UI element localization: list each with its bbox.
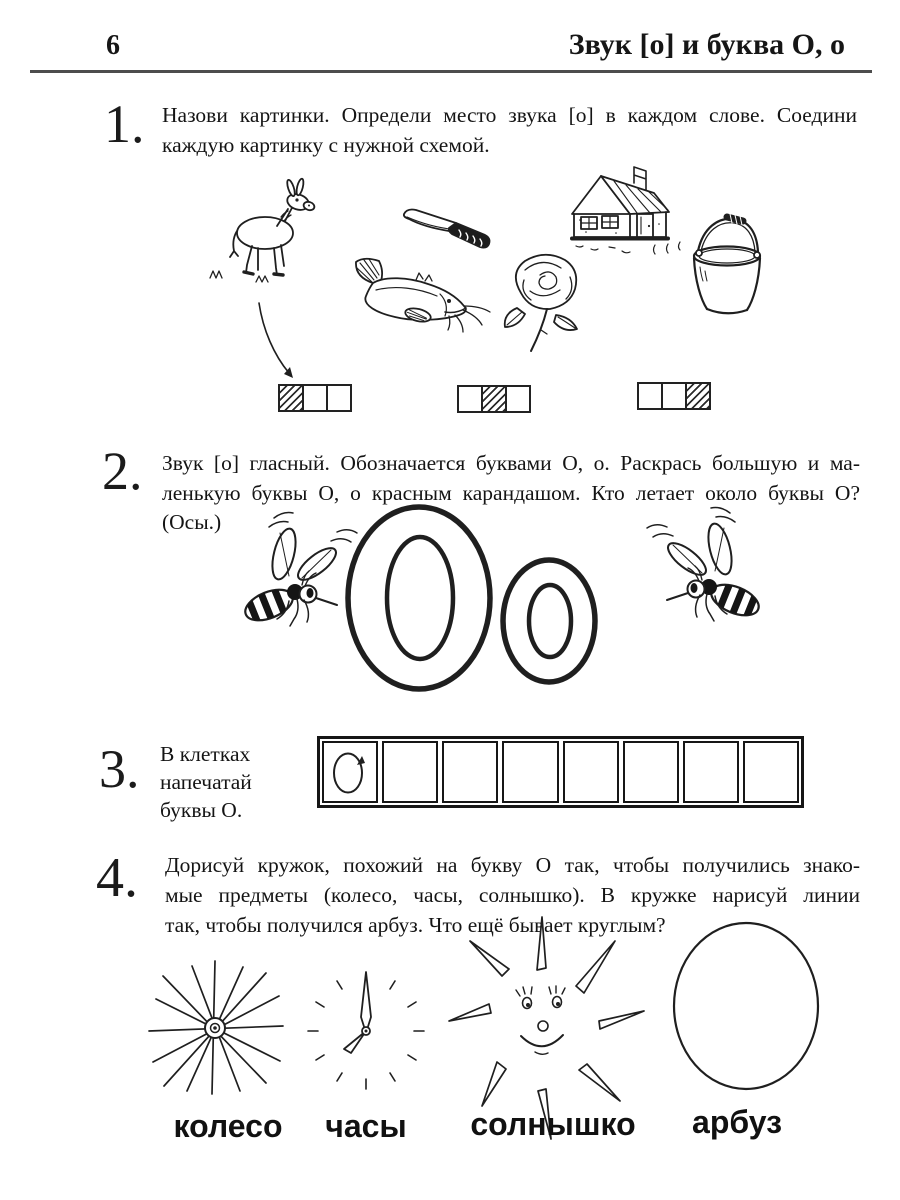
donkey-icon: [210, 178, 315, 282]
text-line: буквы О.: [160, 798, 243, 822]
wasp-right-icon: [647, 508, 764, 626]
task2-number: 2.: [102, 441, 143, 501]
text-line: Дорисуй кружок, похожий на букву О так, чтобы получились знако-: [165, 853, 860, 877]
page-number: 6: [106, 30, 120, 61]
connector-arrow: [259, 303, 293, 378]
wheel-icon: [149, 961, 283, 1094]
letter-O-uppercase: [348, 507, 490, 689]
rose-icon: [505, 255, 577, 351]
knife-icon: [404, 210, 490, 248]
house-icon: [572, 167, 680, 254]
text-line: Звук [о] гласный. Обозначается буквами О, о. Раскрась большую и ма-: [162, 451, 860, 475]
task3-number: 3.: [99, 739, 140, 799]
catfish-icon: [356, 259, 490, 332]
task4-number: 4.: [96, 847, 138, 909]
figure-label-clock: часы: [325, 1108, 407, 1144]
text-line: В клетках: [160, 742, 251, 766]
figure-label-watermelon: арбуз: [692, 1104, 782, 1140]
task1-number: 1.: [104, 94, 145, 154]
text-line: ленькую буквы О, о красным карандашом. Кто летает около буквы О?: [162, 480, 860, 505]
figure-label-wheel: колесо: [173, 1108, 283, 1144]
wasp-left-icon: [240, 513, 357, 631]
text-line: напечатай: [160, 770, 252, 794]
clock-icon: [308, 972, 424, 1089]
figure-label-sun: солнышко: [470, 1106, 636, 1142]
text-line: так, чтобы получился арбуз. Что ещё бывает круглым?: [165, 913, 666, 937]
text-line: (Осы.): [162, 510, 222, 534]
text-line: Назови картинки. Определи место звука [о] в каждом слове. Соедини: [162, 103, 857, 127]
letter-o-lowercase: [503, 560, 595, 682]
text-line: каждую картинку с нужной схемой.: [162, 132, 490, 157]
text-line: мые предметы (колесо, часы, солнышко). В кружке нарисуй линии: [165, 883, 860, 907]
bucket-icon: [694, 214, 760, 313]
page-title: Звук [о] и буква О, о: [568, 28, 845, 61]
circle-icon: [674, 923, 818, 1089]
